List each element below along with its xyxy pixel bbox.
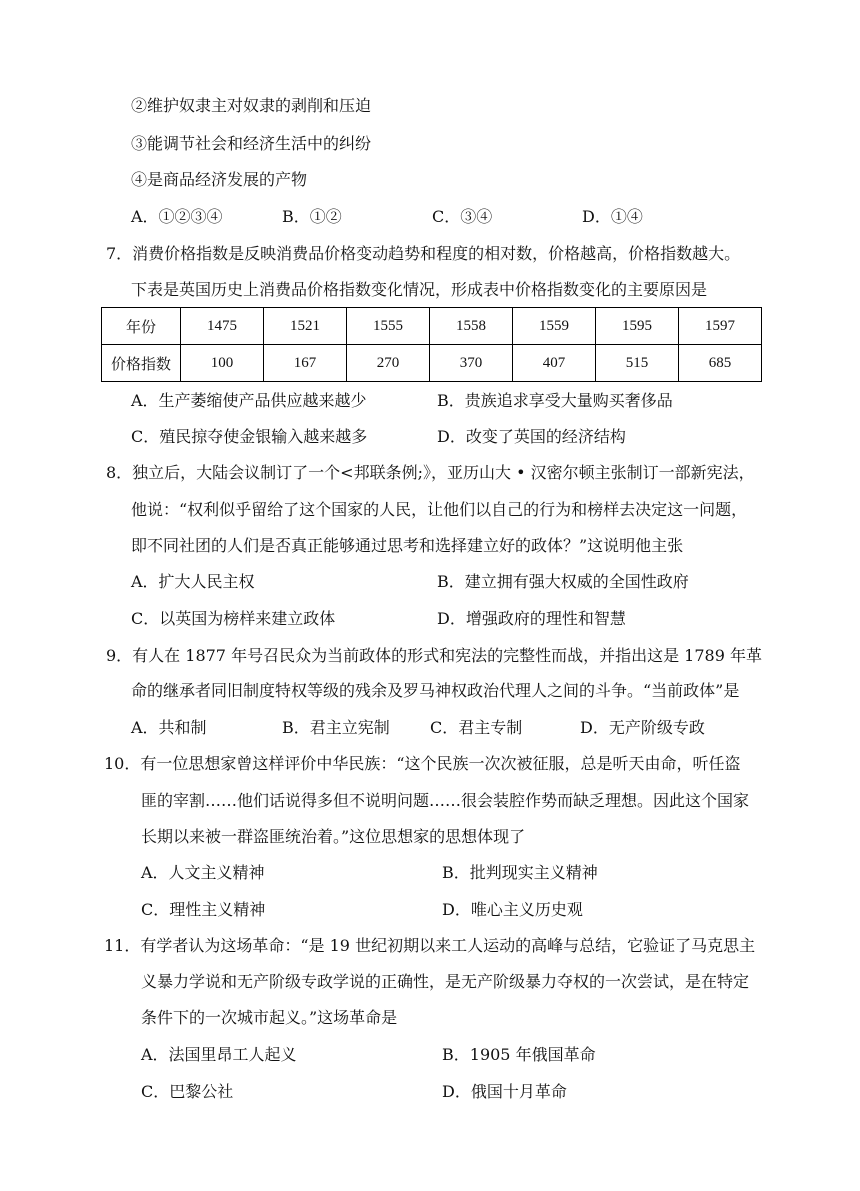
q6-option-c: C．③④ xyxy=(432,207,493,226)
table-cell: 1475 xyxy=(181,308,264,345)
table-cell: 370 xyxy=(430,345,513,382)
q10-option-d: D．唯心主义历史观 xyxy=(442,900,583,919)
q6-option-b: B．①② xyxy=(282,207,342,226)
q8-stem-line-2: 他说：“权利似乎留给了这个国家的人民，让他们以自己的行为和榜样去决定这一问题， xyxy=(131,500,748,519)
q11-option-a: A．法国里昂工人起义 xyxy=(141,1045,297,1064)
q7-option-a: A．生产萎缩使产品供应越来越少 xyxy=(131,391,367,410)
q9-option-b: B．君主立宪制 xyxy=(282,718,390,737)
q10-option-a: A．人文主义精神 xyxy=(141,863,265,882)
q7-option-b: B．贵族追求享受大量购买奢侈品 xyxy=(437,391,673,410)
q10-option-b: B．批判现实主义精神 xyxy=(442,863,598,882)
q7-stem-line-2: 下表是英国历史上消费品价格指数变化情况，形成表中价格指数变化的主要原因是 xyxy=(131,280,708,299)
q9-stem-line-2: 命的继承者同旧制度特权等级的残余及罗马神权政治代理人之间的斗争。“当前政体”是 xyxy=(131,681,740,700)
q6-item-4: ④是商品经济发展的产物 xyxy=(131,170,308,189)
q8-option-d: D．增强政府的理性和智慧 xyxy=(437,609,626,628)
q11-option-d: D．俄国十月革命 xyxy=(442,1082,567,1101)
table-cell: 1597 xyxy=(679,308,762,345)
q8-option-b: B．建立拥有强大权威的全国性政府 xyxy=(437,572,689,591)
q10-stem-line-1: 10．有一位思想家曾这样评价中华民族：“这个民族一次次被征服，总是听天由命，听任盗 xyxy=(104,754,741,773)
table-header-index: 价格指数 xyxy=(102,345,181,382)
table-cell: 100 xyxy=(181,345,264,382)
q9-option-a: A．共和制 xyxy=(131,718,207,737)
q8-option-a: A．扩大人民主权 xyxy=(131,572,255,591)
table-cell: 685 xyxy=(679,345,762,382)
q11-option-c: C．巴黎公社 xyxy=(141,1082,234,1101)
q7-stem-line-1: 7．消费价格指数是反映消费品价格变动趋势和程度的相对数，价格越高，价格指数越大。 xyxy=(106,244,741,263)
table-cell: 167 xyxy=(264,345,347,382)
table-cell: 1521 xyxy=(264,308,347,345)
q8-stem-line-3: 即不同社团的人们是否真正能够通过思考和选择建立好的政体？”这说明他主张 xyxy=(131,536,684,555)
q11-stem-line-2: 义暴力学说和无产阶级专政学说的正确性，是无产阶级暴力夺权的一次尝试，是在特定 xyxy=(141,972,750,991)
table-cell: 515 xyxy=(596,345,679,382)
table-row-years xyxy=(102,308,762,345)
q11-option-b: B．1905 年俄国革命 xyxy=(442,1045,596,1064)
q10-stem-line-2: 匪的宰割……他们话说得多但不说明问题……很会装腔作势而缺乏理想。因此这个国家 xyxy=(141,791,750,810)
table-cell: 1558 xyxy=(430,308,513,345)
q6-option-a: A．①②③④ xyxy=(131,207,223,226)
table-cell: 1555 xyxy=(347,308,430,345)
q11-stem-line-3: 条件下的一次城市起义。”这场革命是 xyxy=(141,1008,398,1027)
table-cell: 407 xyxy=(513,345,596,382)
price-index-table xyxy=(101,307,762,382)
q7-option-d: D．改变了英国的经济结构 xyxy=(437,427,626,446)
q6-option-d: D．①④ xyxy=(582,207,643,226)
q10-option-c: C．理性主义精神 xyxy=(141,900,266,919)
table-cell: 1559 xyxy=(513,308,596,345)
table-cell: 1595 xyxy=(596,308,679,345)
table-cell: 270 xyxy=(347,345,430,382)
table-header-year: 年份 xyxy=(102,308,181,345)
q6-item-3: ③能调节社会和经济生活中的纠纷 xyxy=(131,134,372,153)
q7-option-c: C．殖民掠夺使金银输入越来越多 xyxy=(131,427,368,446)
q6-item-2: ②维护奴隶主对奴隶的剥削和压迫 xyxy=(131,96,372,115)
q8-stem-line-1: 8．独立后，大陆会议制订了一个<邦联条例;》，亚历山大 • 汉密尔顿主张制订一部新宪法， xyxy=(106,463,755,482)
q9-option-c: C．君主专制 xyxy=(430,718,523,737)
table-row-indices xyxy=(102,345,762,382)
q10-stem-line-3: 长期以来被一群盗匪统治着。”这位思想家的思想体现了 xyxy=(141,827,526,846)
q9-option-d: D．无产阶级专政 xyxy=(580,718,705,737)
q9-stem-line-1: 9．有人在 1877 年号召民众为当前政体的形式和宪法的完整性而战，并指出这是 1789 年革 xyxy=(106,646,762,665)
q11-stem-line-1: 11．有学者认为这场革命：“是 19 世纪初期以来工人运动的高峰与总结，它验证了马克思主 xyxy=(104,936,756,955)
q8-option-c: C．以英国为榜样来建立政体 xyxy=(131,609,336,628)
